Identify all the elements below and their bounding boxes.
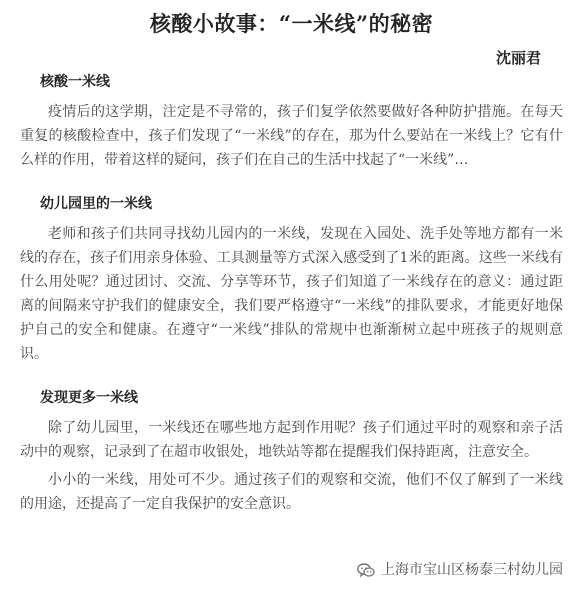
section-heading: 核酸一米线	[40, 74, 110, 90]
section-kindergarten-one-meter-line	[20, 194, 563, 366]
section-heading: 幼儿园里的一米线	[40, 196, 152, 212]
wechat-watermark	[353, 559, 567, 581]
section-paragraph: 疫情后的这学期，注定是不寻常的，孩子们复学依然要做好各种防护措施。在每天重复的核酸检查中，孩子们发现了“一米线”的存在，那为什么要站在一米线上？它有什么样的作用，带着这样的疑问，孩子们在自己的生活中找起了“一米线”…	[20, 104, 563, 168]
section-paragraph: 除了幼儿园里，一米线还在哪些地方起到作用呢？孩子们通过平时的观察和亲子活动中的观察，记录到了在超市收银处，地铁站等都在提醒我们保持距离，注意安全。	[20, 420, 563, 460]
document-author: 沈丽君	[495, 49, 541, 67]
section-heading: 发现更多一米线	[40, 390, 138, 406]
document-title: 核酸小故事：“一米线”的秘密	[149, 11, 434, 36]
section-paragraph: 小小的一米线，用处可不少。通过孩子们的观察和交流，他们不仅了解到了一米线的用途，还提高了一定自我保护的安全意识。	[20, 472, 563, 512]
section-paragraph: 老师和孩子们共同寻找幼儿园内的一米线，发现在入园处、洗手处等地方都有一米线的存在，孩子们用亲身体验、工具测量等方式深入感受到了1米的距离。这些一米线有什么用处呢？通过团讨、交流、分享等环节，孩子们知道了一米线存在的意义：通过距离的间隔来守护我们的健康安全，我们要严格遵守“一米线”的排队要求，才能更好地保护自己的安全和健康。在遵守“一米线”排队的常规中也渐渐树立起中班孩子的规则意识。	[20, 226, 563, 362]
section-more-one-meter-lines	[20, 388, 563, 516]
wechat-icon	[357, 563, 375, 578]
section-nucleic-acid-one-meter-line	[20, 72, 563, 172]
watermark-text: 上海市宝山区杨泰三村幼儿园	[381, 562, 563, 578]
